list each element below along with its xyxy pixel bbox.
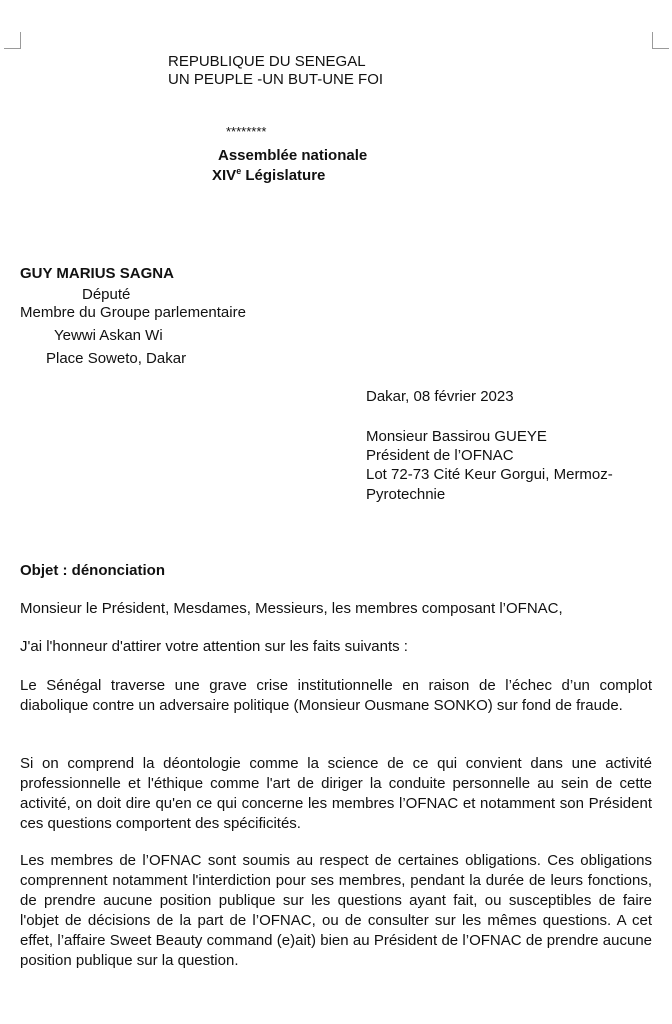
body-paragraph-3: Les membres de l’OFNAC sont soumis au respect de certaines obligations. Ces obligations comprennent notamment l'interdiction pour ses membres, pendant la durée de leurs fonctions, de prendre aucune position publique sur les questions ayant fait, ou susceptibles de faire l'objet de décisions de la part de l’OFNAC, ou de consulter sur les mêmes questions. A cet effet, l’affaire Sweet Beauty command (e)ait) bien au Président de l’OFNAC de prendre aucune position publique sur la question. (20, 852, 652, 969)
sender-party: Yewwi Askan Wi (54, 327, 163, 344)
letter-subject: Objet : dénonciation (20, 562, 165, 579)
legislature-superscript: e (236, 166, 242, 176)
legislature-roman: XIV (212, 167, 237, 184)
legislature-label (212, 166, 325, 186)
recipient-title: Président de l’OFNAC (366, 447, 514, 464)
letter-date: Dakar, 08 février 2023 (366, 388, 514, 405)
page-corner-mark-right (652, 32, 669, 49)
letter-salutation: Monsieur le Président, Mesdames, Messieurs, les membres composant l’OFNAC, (20, 600, 563, 617)
recipient-name: Monsieur Bassirou GUEYE (366, 428, 547, 445)
legislature-word: Législature (241, 167, 326, 184)
sender-title: Député (82, 286, 131, 303)
sender-address: Place Soweto, Dakar (46, 350, 187, 367)
recipient-address-line2: Pyrotechnie (366, 486, 446, 503)
sender-name: GUY MARIUS SAGNA (20, 265, 174, 282)
separator-stars: ******** (226, 124, 267, 139)
recipient-address-line1: Lot 72-73 Cité Keur Gorgui, Mermoz- (366, 466, 613, 483)
body-paragraph-2: Si on comprend la déontologie comme la science de ce qui convient dans une activité professionnelle et l'éthique comme l'art de diriger la conduite personnelle au sein de cette activité, on doit dire qu'en ce qui concerne les membres l’OFNAC et notamment son Président ces questions comportent des spécificités. (20, 755, 652, 832)
sender-group: Membre du Groupe parlementaire (20, 304, 246, 321)
body-intro: J'ai l'honneur d'attirer votre attention sur les faits suivants : (20, 638, 408, 655)
institution-name: Assemblée nationale (218, 147, 368, 164)
page-corner-mark-left (4, 32, 21, 49)
country-heading: REPUBLIQUE DU SENEGAL (168, 53, 366, 70)
national-motto: UN PEUPLE -UN BUT-UNE FOI (168, 71, 384, 88)
body-paragraph-1: Le Sénégal traverse une grave crise institutionnelle en raison de l’échec d’un complot diabolique contre un adversaire politique (Monsieur Ousmane SONKO) sur fond de fraude. (20, 677, 652, 714)
